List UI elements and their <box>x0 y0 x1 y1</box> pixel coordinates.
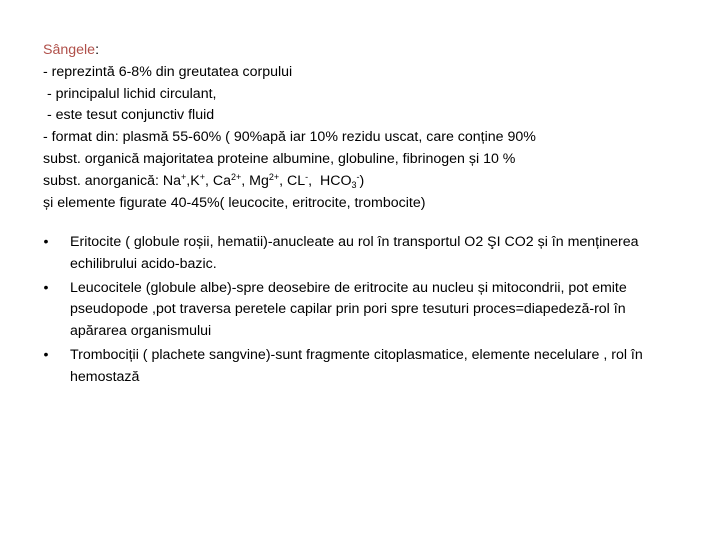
ion-ca: , Ca <box>204 172 231 189</box>
bullet-icon: • <box>43 346 49 363</box>
hco-charge: - <box>356 171 360 182</box>
text-line: - format din: plasmă 55-60% ( 90%apă iar 10% rezidu uscat, care conține 90% <box>43 129 536 146</box>
heading-word: Sângele <box>43 42 96 58</box>
list-item <box>43 278 683 343</box>
text-line: și elemente figurate 40-45%( leucocite, eritrocite, trombocite) <box>43 194 426 211</box>
list-item-text: Eritocite ( globule roșii, hematii)-anucleate au rol în transportul O2 ŞI CO2 și în menținerea echilibrului acido-bazic. <box>70 234 639 272</box>
ions-line <box>43 171 683 193</box>
mg-charge: 2+ <box>268 171 280 182</box>
text-line: - reprezintă 6-8% din greutatea corpului <box>43 63 293 80</box>
list-item-text: Leucocitele (globule albe)-spre deosebire de eritrocite au nucleu și mitocondrii, pot emite pseudopode ,pot traversa peretele capilar prin pori spre tesuturi proces=diapedeză-rol în apărarea organismului <box>70 279 627 340</box>
ion-hco: , HCO <box>308 172 352 189</box>
hco-subscript: 3 <box>351 179 357 190</box>
bullet-icon: • <box>43 234 49 250</box>
na-charge: + <box>181 171 187 182</box>
ion-mg: , Mg <box>241 172 269 189</box>
list-item <box>43 232 683 276</box>
list-item <box>43 345 683 389</box>
text-block <box>43 40 683 214</box>
text-line: subst. organică majoritatea proteine albumine, globuline, fibrinogen și 10 % <box>43 150 516 167</box>
bullet-icon: • <box>43 279 49 296</box>
heading-colon: : <box>95 42 100 58</box>
ca-charge: 2+ <box>231 171 242 182</box>
text-line: - principalul lichid circulant, <box>43 85 217 102</box>
ions-prefix: subst. anorganică: Na <box>43 172 182 189</box>
k-charge: + <box>199 171 205 182</box>
text-line: - este tesut conjunctiv fluid <box>43 107 215 124</box>
list-item-text: Trombociții ( plachete sangvine)-sunt fragmente citoplasmatice, elemente necelulare , rol în hemostază <box>70 346 643 385</box>
heading <box>43 40 683 62</box>
cl-charge: - <box>305 171 309 182</box>
ion-k: ,K <box>186 172 200 189</box>
ion-cl: , CL <box>279 172 306 189</box>
ions-suffix: ) <box>359 172 365 189</box>
bullet-list <box>43 232 683 391</box>
